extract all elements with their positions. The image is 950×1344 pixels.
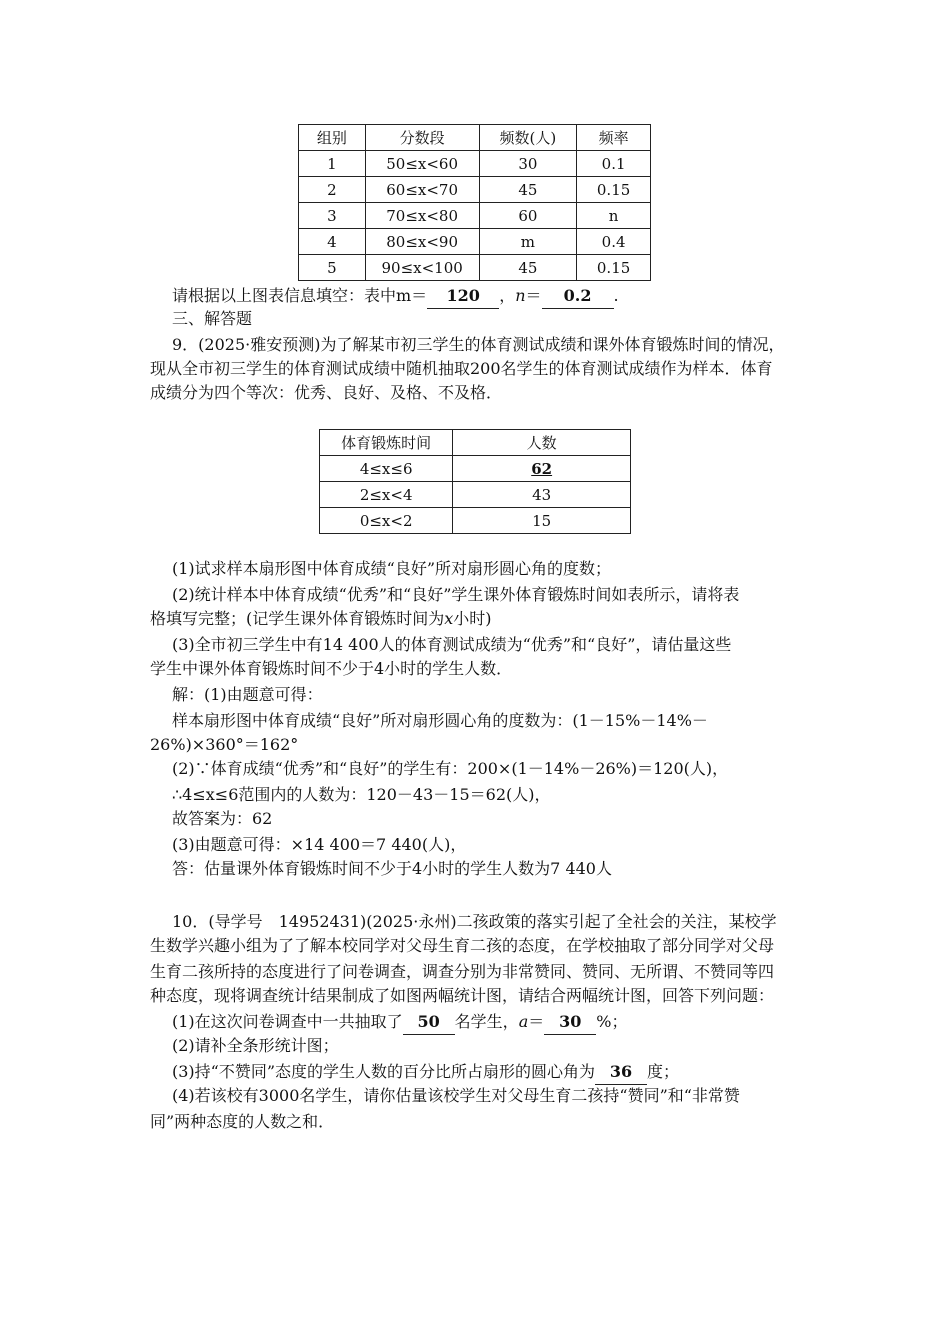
frequency-table bbox=[298, 124, 651, 281]
q9-stem-line1: 9．(2025·雅安预测)为了解某市初三学生的体育测试成绩和课外体育锻炼时间的情况， bbox=[172, 335, 785, 354]
q8-prefix: 请根据以上图表信息填空：表中m＝ bbox=[172, 286, 428, 305]
q9-part2-line2: 格填写完整；(记学生课外体育锻炼时间为x小时) bbox=[150, 609, 492, 628]
q10-part4-line2: 同”两种态度的人数之和． bbox=[150, 1112, 335, 1131]
table-row bbox=[320, 508, 631, 534]
q10-part3: (3)持“不赞同”态度的学生人数的百分比所占扇形的圆心角为 36 度； bbox=[172, 1060, 679, 1085]
table-cell: 1 bbox=[299, 151, 366, 177]
q10-stem-line3: 生育二孩所持的态度进行了问卷调查，调查分别为非常赞同、赞同、无所谓、不赞同等四 bbox=[150, 962, 775, 981]
q9-stem-line2: 现从全市初三学生的体育测试成绩中随机抽取200名学生的体育测试成绩作为样本．体育 bbox=[150, 359, 773, 378]
table-header-row bbox=[320, 430, 631, 456]
solution-line: 解：(1)由题意可得： bbox=[172, 685, 323, 704]
table-cell: 45 bbox=[479, 255, 577, 281]
table-row bbox=[299, 255, 651, 281]
table-cell: 60≤x<70 bbox=[365, 177, 479, 203]
sample-size-answer: 50 bbox=[403, 1010, 455, 1035]
q8-fill-line bbox=[172, 284, 619, 309]
table-cell: 15 bbox=[453, 508, 631, 534]
table-cell: 60 bbox=[479, 203, 577, 229]
table-cell: 4≤x≤6 bbox=[320, 456, 453, 482]
table-cell: 2≤x<4 bbox=[320, 482, 453, 508]
table-cell: 0.4 bbox=[577, 229, 651, 255]
table-cell: 0.15 bbox=[577, 177, 651, 203]
q10-part2: (2)请补全条形统计图； bbox=[172, 1036, 339, 1055]
solution-line: ∴4≤x≤6范围内的人数为：120－43－15＝62(人)， bbox=[172, 785, 551, 804]
q10-part1: (1)在这次问卷调查中一共抽取了 50 名学生，a＝ 30 %； bbox=[172, 1010, 627, 1035]
table-cell: 2 bbox=[299, 177, 366, 203]
angle-answer: 36 bbox=[595, 1060, 647, 1085]
table-cell: 80≤x<90 bbox=[365, 229, 479, 255]
table-cell: 5 bbox=[299, 255, 366, 281]
table-header: 组别 bbox=[299, 125, 366, 151]
q9-part1: (1)试求样本扇形图中体育成绩“良好”所对扇形圆心角的度数； bbox=[172, 559, 612, 578]
filled-answer: 62 bbox=[531, 459, 553, 478]
m-answer: 120 bbox=[427, 284, 499, 309]
table-cell: 3 bbox=[299, 203, 366, 229]
q10-stem-line4: 种态度，现将调查统计结果制成了如图两幅统计图，请结合两幅统计图，回答下列问题： bbox=[150, 986, 775, 1005]
table-header: 人数 bbox=[453, 430, 631, 456]
solution-line: (3)由题意可得：×14 400＝7 440(人)， bbox=[172, 835, 467, 854]
table-cell: 0≤x<2 bbox=[320, 508, 453, 534]
table-cell: 90≤x<100 bbox=[365, 255, 479, 281]
q8-eq: ＝ bbox=[525, 286, 542, 305]
table-header: 频数(人) bbox=[479, 125, 577, 151]
q10-stem-line2: 生数学兴趣小组为了了解本校同学对父母生育二孩的态度，在学校抽取了部分同学对父母 bbox=[150, 936, 775, 955]
table-header-row bbox=[299, 125, 651, 151]
table-cell: 43 bbox=[453, 482, 631, 508]
table-row bbox=[320, 456, 631, 482]
q8-mid: ， bbox=[499, 286, 516, 305]
solution-line: 故答案为：62 bbox=[172, 809, 273, 828]
table-row bbox=[299, 151, 651, 177]
q9-part2-line1: (2)统计样本中体育成绩“优秀”和“良好”学生课外体育锻炼时间如表所示，请将表 bbox=[172, 585, 740, 604]
a-answer: 30 bbox=[544, 1010, 596, 1035]
n-answer: 0.2 bbox=[542, 284, 614, 309]
table-row bbox=[299, 177, 651, 203]
table-cell: m bbox=[479, 229, 577, 255]
solution-line: (2)∵体育成绩“优秀”和“良好”的学生有：200×(1－14%－26%)＝120(人)， bbox=[172, 759, 729, 778]
q9-part3-line2: 学生中课外体育锻炼时间不少于4小时的学生人数． bbox=[150, 659, 513, 678]
section-heading: 三、解答题 bbox=[172, 309, 253, 328]
table-cell: 50≤x<60 bbox=[365, 151, 479, 177]
table-cell: 4 bbox=[299, 229, 366, 255]
table-cell: 30 bbox=[479, 151, 577, 177]
table-row bbox=[299, 229, 651, 255]
table-header: 频率 bbox=[577, 125, 651, 151]
q9-part3-line1: (3)全市初三学生中有14 400人的体育测试成绩为“优秀”和“良好”，请估量这些 bbox=[172, 635, 732, 654]
table-cell: 45 bbox=[479, 177, 577, 203]
table-header: 体育锻炼时间 bbox=[320, 430, 453, 456]
table-cell: 0.1 bbox=[577, 151, 651, 177]
table-row bbox=[299, 203, 651, 229]
exercise-time-table bbox=[319, 429, 631, 534]
q8-end: . bbox=[613, 286, 619, 305]
solution-line: 26%)×360°＝162° bbox=[150, 735, 299, 754]
table-cell bbox=[453, 456, 631, 482]
q10-stem-line1: 10．(导学号 14952431)(2025·永州)二孩政策的落实引起了全社会的关注，某校学 bbox=[172, 912, 777, 931]
table-cell: n bbox=[577, 203, 651, 229]
table-cell: 0.15 bbox=[577, 255, 651, 281]
solution-line: 样本扇形图中体育成绩“良好”所对扇形圆心角的度数为：(1－15%－14%－ bbox=[172, 711, 708, 730]
table-header: 分数段 bbox=[365, 125, 479, 151]
n-variable: n bbox=[515, 286, 526, 305]
solution-line: 答：估量课外体育锻炼时间不少于4小时的学生人数为7 440人 bbox=[172, 859, 612, 878]
table-row bbox=[320, 482, 631, 508]
q10-part4-line1: (4)若该校有3000名学生，请你估量该校学生对父母生育二孩持“赞同”和“非常赞 bbox=[172, 1086, 740, 1105]
q9-stem-line3: 成绩分为四个等次：优秀、良好、及格、不及格． bbox=[150, 383, 503, 402]
table-cell: 70≤x<80 bbox=[365, 203, 479, 229]
